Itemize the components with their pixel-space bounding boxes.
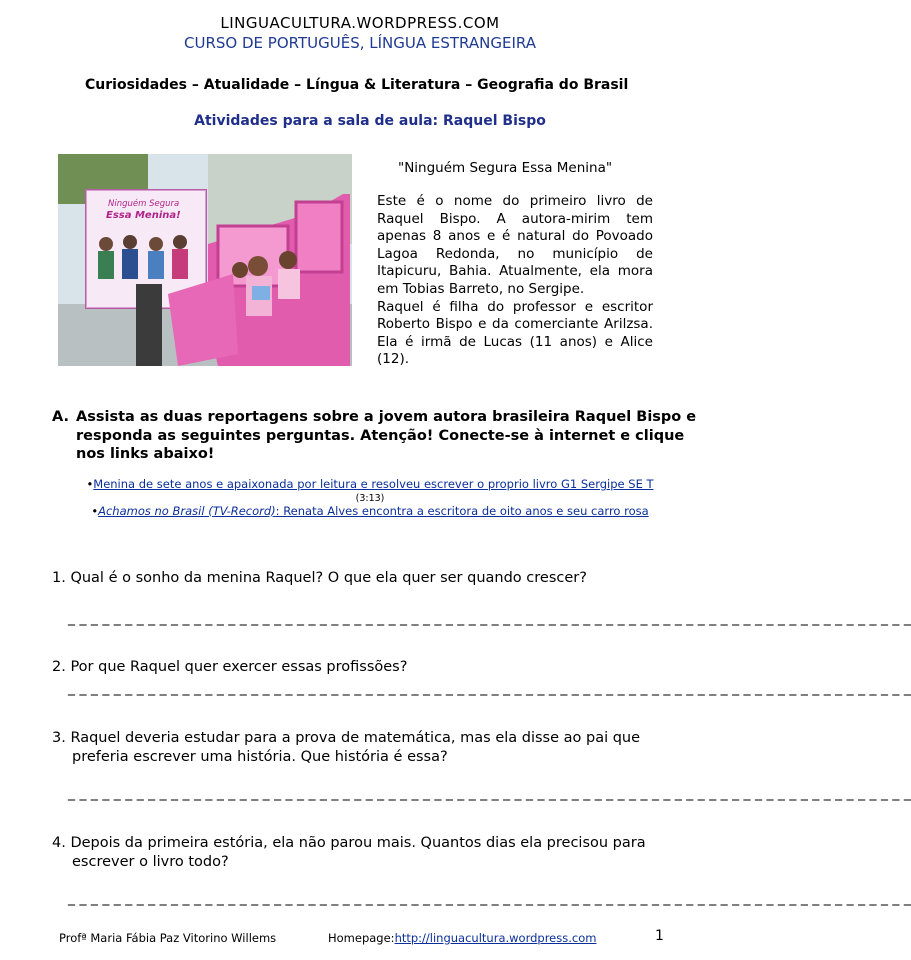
link-item-1 — [0, 478, 740, 492]
photo-illustration — [58, 154, 352, 366]
banner-line2: Essa Menina! — [106, 210, 181, 221]
answer-line-1[interactable]: _ _ _ _ _ _ _ _ _ _ _ _ _ _ _ _ _ _ _ _ _ _ _ _ _ _ _ _ _ _ _ _ _ _ _ _ _ _ _ _ _ _ _ _ _ _ _ _ _ _ _ _ _ _ _ _ _ _ _ _ _ _ _ _ _ _ _ _ _ _ _ _ _ _ — [68, 610, 911, 626]
answer-line-4[interactable]: _ _ _ _ _ _ _ _ _ _ _ _ _ _ _ _ _ _ _ _ _ _ _ _ _ _ _ _ _ _ _ _ _ _ _ _ _ _ _ _ _ _ _ _ _ _ _ _ _ _ _ _ _ _ _ _ _ _ _ _ _ _ _ _ _ _ _ _ _ _ _ _ _ _ — [68, 890, 911, 906]
question-text-cont: preferia escrever uma história. Que história é essa? — [72, 748, 448, 765]
book-description — [377, 193, 653, 369]
link-g1-sergipe[interactable]: Menina de sete anos e apaixonada por leitura e resolveu escrever o proprio livro G1 Sergipe SE T — [93, 477, 654, 491]
book-title: "Ninguém Segura Essa Menina" — [398, 160, 613, 176]
question-text: 2. Por que Raquel quer exercer essas profissões? — [52, 659, 408, 675]
question-text: 3. Raquel deveria estudar para a prova de matemática, mas ela disse ao pai que — [52, 730, 641, 746]
banner-line1: Ninguém Segura — [108, 199, 180, 209]
bullet: • — [91, 504, 99, 518]
footer-author: Profª Maria Fábia Paz Vitorino Willems — [59, 931, 277, 945]
question-2 — [52, 658, 672, 677]
page-number: 1 — [655, 928, 664, 944]
link-tv-record[interactable] — [98, 504, 649, 518]
answer-line-3[interactable]: _ _ _ _ _ _ _ _ _ _ _ _ _ _ _ _ _ _ _ _ _ _ _ _ _ _ _ _ _ _ _ _ _ _ _ _ _ _ _ _ _ _ _ _ _ _ _ _ _ _ _ _ _ _ _ _ _ _ _ _ _ _ _ _ _ _ _ _ _ _ _ _ _ _ — [68, 785, 911, 801]
instruction-letter: A. — [52, 409, 69, 425]
photo-raquel-pink-car — [58, 154, 352, 366]
question-text: 1. Qual é o sonho da menina Raquel? O que ela quer ser quando crescer? — [52, 570, 587, 586]
site-title: LINGUACULTURA.WORDPRESS.COM — [220, 14, 500, 32]
instruction-text: Assista as duas reportagens sobre a jovem autora brasileira Raquel Bispo e responda as seguintes perguntas. Atenção! Conecte-se à internet e clique nos links abaixo! — [76, 409, 697, 462]
question-3 — [52, 729, 672, 766]
homepage-label: Homepage: — [328, 931, 395, 945]
question-1 — [52, 569, 672, 588]
question-text: 4. Depois da primeira estória, ela não parou mais. Quantos dias ela precisou para — [52, 835, 646, 851]
homepage-link[interactable]: http://linguacultura.wordpress.com — [394, 931, 597, 945]
course-title: CURSO DE PORTUGUÊS, LÍNGUA ESTRANGEIRA — [184, 34, 536, 52]
answer-line-2[interactable]: _ _ _ _ _ _ _ _ _ _ _ _ _ _ _ _ _ _ _ _ _ _ _ _ _ _ _ _ _ _ _ _ _ _ _ _ _ _ _ _ _ _ _ _ _ _ _ _ _ _ _ _ _ _ _ _ _ _ _ _ _ _ _ _ _ _ _ _ _ _ _ _ _ _ — [68, 680, 911, 696]
video-links — [0, 478, 740, 519]
link-tv-record-italic: Achamos no Brasil (TV-Record) — [98, 504, 276, 518]
question-text-cont: escrever o livro todo? — [72, 853, 229, 870]
bullet: • — [86, 477, 94, 491]
link-tv-record-text: : Renata Alves encontra a escritora de oito anos e seu carro rosa — [275, 504, 649, 518]
question-4 — [52, 834, 672, 871]
bio-paragraph-1: Este é o nome do primeiro livro de Raquel Bispo. A autora-mirim tem apenas 8 anos e é natural do Povoado Lagoa Redonda, no município de Itapicuru, Bahia. Atualmente, ela mora em Tobias Barreto, no Sergipe. — [377, 193, 653, 297]
activity-title: Atividades para a sala de aula: Raquel Bispo — [194, 113, 546, 129]
footer-homepage — [328, 931, 596, 945]
topics-line: Curiosidades – Atualidade – Língua & Literatura – Geografia do Brasil — [85, 77, 629, 93]
bio-paragraph-2: Raquel é filha do professor e escritor Roberto Bispo e da comerciante Arilzsa. Ela é irmã de Lucas (11 anos) e Alice (12). — [377, 298, 653, 368]
link-duration: (3:13) — [355, 492, 385, 504]
link-item-2 — [0, 505, 740, 519]
